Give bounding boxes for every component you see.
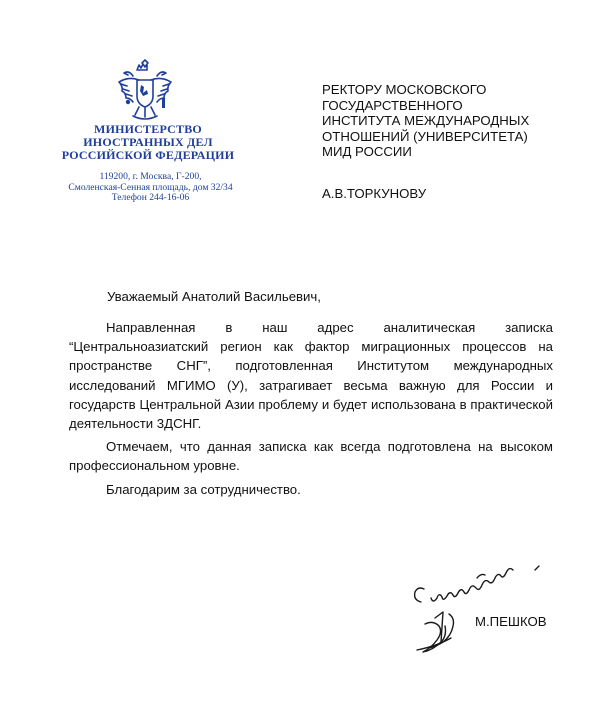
ministry-line: РОССИЙСКОЙ ФЕДЕРАЦИИ	[61, 148, 235, 162]
recipient-name: А.В.ТОРКУНОВУ	[322, 186, 427, 201]
recipient-line: ИНСТИТУТА МЕЖДУНАРОДНЫХ	[322, 113, 530, 129]
recipient-line: ОТНОШЕНИЙ (УНИВЕРСИТЕТА)	[322, 128, 528, 144]
signer-name: М.ПЕШКОВ	[475, 614, 547, 629]
recipient-line: РЕКТОРУ МОСКОВСКОГО	[322, 82, 487, 97]
address-line: 119200, г. Москва, Г-200,	[99, 171, 202, 182]
recipient-block	[322, 82, 529, 160]
handwritten-signature-icon	[405, 558, 555, 668]
ministry-line: МИНИСТЕРСТВО	[94, 122, 202, 136]
ministry-name	[58, 123, 238, 162]
phone-line: Телефон 244-16-06	[111, 192, 190, 203]
greeting: Уважаемый Анатолий Васильевич,	[107, 289, 321, 304]
letter-body	[69, 318, 553, 503]
paragraph: Отмечаем, что данная записка как всегда подготовлена на высоком профессиональном уровне.	[69, 439, 553, 474]
address-line: Смоленская-Сенная площадь, дом 32/34	[68, 181, 233, 193]
double-headed-eagle-icon	[115, 58, 175, 124]
ministry-address	[58, 172, 243, 204]
paragraph: Благодарим за сотрудничество.	[106, 481, 301, 497]
ministry-line: ИНОСТРАННЫХ ДЕЛ	[83, 135, 213, 149]
recipient-line: ГОСУДАРСТВЕННОГО	[322, 97, 463, 113]
paragraph: Направленная в наш адрес аналитическая записка “Центральноазиатский регион как фактор миграционных процессов на пространстве СНГ”, подготовленная Институтом международных исследований МГИМО (У), затрагивает весьма важную для России и государств Центральной Азии проблему и будет использована в практической деятельности 3ДСНГ.	[69, 320, 553, 432]
recipient-line: МИД РОССИИ	[322, 144, 412, 160]
